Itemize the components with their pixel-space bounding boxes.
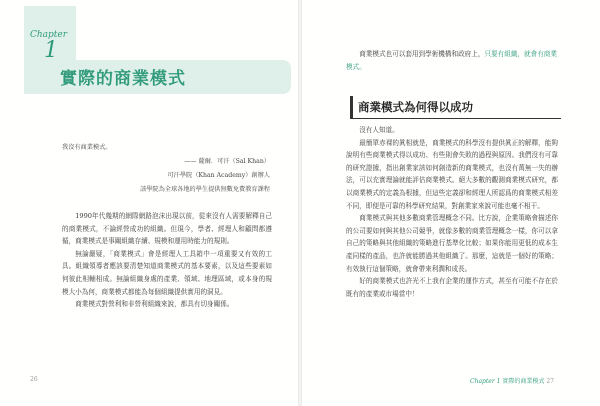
page-number-right: 27 — [546, 378, 554, 385]
chapter-title: 實際的商業模式 — [60, 69, 186, 89]
paragraph: 沒有人知道。 — [359, 126, 399, 134]
epigraph-quote: 我沒有商業模式。 — [62, 144, 112, 151]
page-number-left: 26 — [30, 376, 38, 383]
left-body-text — [62, 210, 272, 311]
running-footer-right — [470, 376, 554, 385]
footer-chapter-label: Chapter — [470, 378, 495, 385]
epigraph-attribution-name: —— 薩爾．可汗（Sal Khan） — [184, 158, 270, 165]
paragraph: 最簡單赤裸的眞相就是，商業模式的科學沒有提供眞正的解釋，能夠說明有些商業模式得以成功、有些則會失敗的過程與原因。我們沒有可靠的研究證據，指出創業家該如何創造新的商業模式，也沒有萬無一失的辦法，可以充實理論就能評估商業模式。絕大多數的觀測商業模式研究，都以商業模式的定義為根據，但這些定義卻和經理人所認爲的商業模式相差不同，即便是可靠的科學研究結果，對創業家來說可能也毫不相干。 — [346, 138, 558, 210]
footer-title: 實際的商業模式 — [502, 378, 545, 385]
intro-text: 商業模式也可以套用到學術機構和政府上， — [359, 50, 485, 58]
paragraph: 無論嚴疑，「商業模式」會是經理人工具箱中一項重要又有效的工具。組織領導者應該要清楚知道商業模式的基本要素，以及這些要素如何彼此相輔相成。無論組織身處的產業、領域、地理區域，或本身的規模大小為何，商業模式都能為每個組織提供實用的洞見。 — [62, 249, 272, 296]
epigraph-attribution-desc: 該學院為全球各地的學生提供無數免費教育課程 — [140, 186, 270, 193]
chapter-number: 1 — [44, 38, 58, 63]
footer-chapter-number: 1 — [496, 378, 501, 385]
paragraph: 好的商業模式也許光不上我有企業的運作方式，甚至有可能不存在於既有的產業或市場當中！ — [346, 277, 558, 298]
chapter-label: Chapter — [30, 30, 68, 40]
section-title: 商業模式為何得以成功 — [358, 100, 473, 114]
paragraph: 商業模式與其他多數商業管理概念不同。比方說，企業策略會描述你的公司要如何與其他公司競爭，就像多數的商業管理概念一樣，你可以拿自己的策略與其他組織的策略進行基準化比較；如果你能用更低的成本生產同樣的產品，也許就能勝過其他組織了。那麼，這就是一個好的策略；有效執行這個策略，就會帶來利潤和成長。 — [346, 214, 558, 273]
right-intro-paragraph — [346, 48, 558, 73]
epigraph-attribution-role: 可汗學院（Khan Academy）創辦人 — [167, 172, 270, 179]
book-gutter — [298, 0, 302, 406]
paragraph: 1990年代幾期的網際網路泡沫出現以前，從來沒有人需要解釋自己的商業模式，不論經營成功的組織。但現今，學者、經理人和顧問都遵循，商業模式是事關組織存續、規模和運用時能力的規則。 — [62, 212, 272, 246]
paragraph: 商業模式對營利和非營利組織來說，都具有切身關係。 — [75, 300, 234, 309]
intro-highlight: 只要有組織，就會有商業模式。 — [346, 50, 557, 71]
right-body-text — [346, 124, 558, 300]
